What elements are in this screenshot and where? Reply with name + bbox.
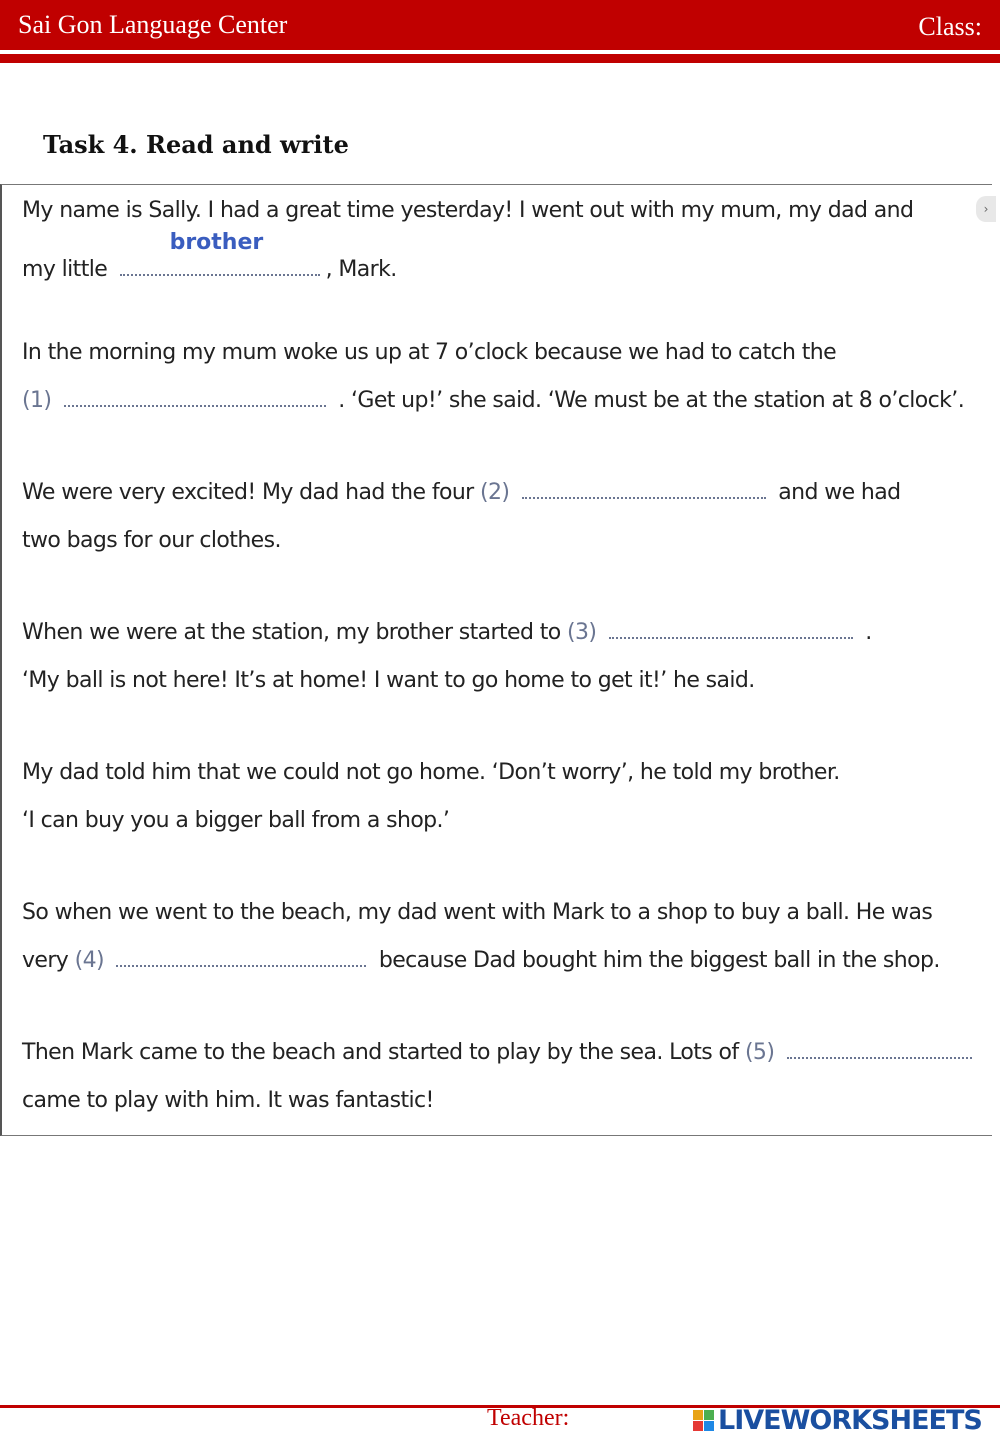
blank-number-3: (3) bbox=[567, 620, 597, 645]
passage-text: because Dad bought him the biggest ball in the shop. bbox=[378, 948, 940, 973]
blank-number-5: (5) bbox=[744, 1040, 775, 1065]
passage-line bbox=[22, 198, 913, 223]
liveworksheets-logo[interactable] bbox=[693, 1405, 993, 1439]
passage-text: We were very excited! My dad had the four bbox=[22, 480, 474, 505]
passage-text: My dad told him that we could not go home. ‘Don’t worry’, he told my brother. bbox=[22, 760, 840, 785]
passage-text: ‘My ball is not here! It’s at home! I want to go home to get it!’ he said. bbox=[22, 668, 755, 693]
passage-line bbox=[22, 1040, 978, 1065]
passage-line bbox=[22, 528, 281, 553]
passage-text: When we were at the station, my brother started to bbox=[22, 620, 561, 645]
scroll-arrow-icon[interactable]: › bbox=[976, 196, 996, 222]
passage-line bbox=[22, 948, 940, 973]
passage-line bbox=[22, 230, 397, 282]
passage-line bbox=[22, 760, 840, 785]
passage-text: In the morning my mum woke us up at 7 o’clock because we had to catch the bbox=[22, 340, 837, 365]
blank-number-1: (1) bbox=[22, 388, 52, 413]
class-label: Class: bbox=[918, 12, 982, 41]
answer-blank-3[interactable] bbox=[609, 621, 853, 639]
passage-text: two bags for our clothes. bbox=[22, 528, 281, 553]
passage-line bbox=[22, 480, 901, 505]
passage-text: my little bbox=[22, 257, 108, 282]
passage-line bbox=[22, 620, 872, 645]
passage-text: ‘I can buy you a bigger ball from a shop.’ bbox=[22, 808, 450, 833]
reading-panel bbox=[0, 184, 992, 1136]
example-answer: brother bbox=[169, 230, 264, 255]
passage-line bbox=[22, 388, 964, 413]
blank-number-4: (4) bbox=[74, 948, 105, 973]
liveworksheets-logo-icon bbox=[693, 1410, 715, 1432]
passage-line bbox=[22, 668, 755, 693]
liveworksheets-logo-text: LIVEWORKSHEETS bbox=[718, 1405, 982, 1436]
passage-text: My name is Sally. I had a great time yesterday! I went out with my mum, my dad and bbox=[22, 198, 914, 223]
passage-text: . bbox=[865, 620, 872, 645]
passage-text: came to play with him. It was fantastic! bbox=[22, 1088, 434, 1113]
example-answer-blank bbox=[120, 230, 320, 276]
passage-line bbox=[22, 808, 449, 833]
header-divider bbox=[0, 54, 1000, 63]
passage-text: and we had bbox=[778, 480, 901, 505]
answer-blank-5[interactable] bbox=[787, 1041, 972, 1059]
passage-text: . ‘Get up!’ she said. ‘We must be at the station at 8 o’clock’. bbox=[338, 388, 965, 413]
teacher-label: Teacher: bbox=[487, 1405, 570, 1431]
passage-line bbox=[22, 340, 836, 365]
answer-blank-4[interactable] bbox=[116, 949, 366, 967]
answer-blank-1[interactable] bbox=[64, 389, 326, 407]
answer-blank-2[interactable] bbox=[522, 481, 766, 499]
passage-text: Then Mark came to the beach and started to play by the sea. Lots of bbox=[22, 1040, 739, 1065]
passage-text: So when we went to the beach, my dad went with Mark to a shop to buy a ball. He was bbox=[22, 900, 933, 925]
header-bar bbox=[0, 0, 1000, 50]
blank-number-2: (2) bbox=[480, 480, 510, 505]
passage-text: , Mark. bbox=[325, 257, 397, 282]
task-title: Task 4. Read and write bbox=[43, 130, 349, 159]
passage-text: very bbox=[22, 948, 69, 973]
passage-line bbox=[22, 900, 932, 925]
passage-line bbox=[22, 1088, 434, 1113]
center-name: Sai Gon Language Center bbox=[18, 10, 288, 39]
